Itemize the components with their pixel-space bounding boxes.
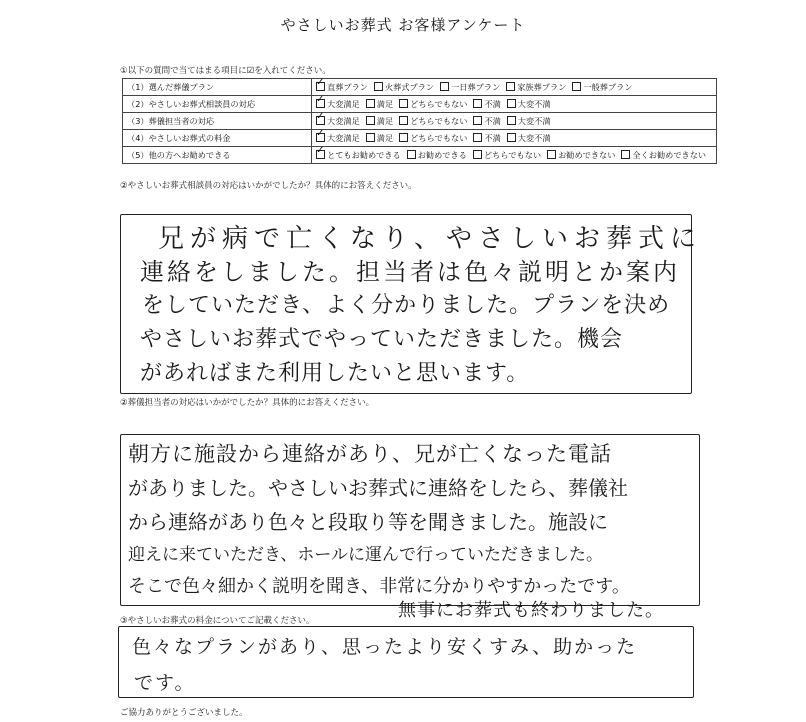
rating-option-label: 不満 — [484, 115, 501, 126]
rating-option-label: 大変満足 — [327, 115, 360, 126]
rating-option[interactable] — [374, 82, 434, 93]
checked-checkbox-icon[interactable] — [316, 150, 325, 159]
handwritten-line: やさしいお葬式でやっていただきました。機会 — [140, 327, 624, 352]
checkbox-icon[interactable] — [506, 82, 515, 91]
rating-option-label: 満足 — [376, 98, 394, 109]
rating-option-label: 火葬式プラン — [384, 81, 435, 92]
handwritten-line: 色々なプランがあり、思ったより安くすみ、助かった — [132, 636, 638, 658]
rating-option[interactable] — [399, 99, 467, 110]
question-consultant: ②やさしいお葬式相談員の対応はいかがでしたか？具体的にお答えください。 — [120, 181, 417, 191]
handwritten-line: 朝方に施設から連絡があり、兄が亡くなった電話 — [128, 442, 612, 466]
rating-option[interactable] — [316, 99, 360, 110]
rating-question: （1）選んだ葬儀プラン — [123, 79, 312, 96]
rating-question: （2）やさしいお葬式相談員の対応 — [123, 96, 312, 113]
handwritten-line: 連絡をしました。担当者は色々説明とか案内 — [140, 258, 680, 286]
rating-row — [123, 147, 717, 164]
rating-option[interactable] — [572, 82, 632, 93]
question-price: ③やさしいお葬式の料金についてご記載ください。 — [120, 616, 315, 626]
rating-option-label: 家族葬プラン — [517, 81, 567, 92]
rating-option-label: 大変不満 — [517, 115, 551, 126]
checked-checkbox-icon[interactable] — [316, 116, 325, 125]
rating-row — [123, 96, 717, 113]
checkbox-icon[interactable] — [366, 133, 375, 142]
rating-table — [122, 78, 717, 164]
rating-row — [123, 113, 717, 130]
rating-option[interactable] — [507, 99, 551, 110]
handwritten-line: をしていただき、よく分かりました。プランを決め — [142, 293, 671, 318]
rating-option[interactable] — [407, 150, 467, 161]
checkbox-icon[interactable] — [399, 116, 408, 125]
rating-option[interactable] — [366, 133, 393, 144]
rating-option-label: 直葬プラン — [327, 81, 368, 92]
rating-option-label: 全くお勧めできない — [632, 149, 707, 160]
rating-question: （5）他の方へお勧めできる — [123, 147, 312, 164]
checkbox-icon[interactable] — [473, 99, 482, 108]
rating-option[interactable] — [399, 116, 467, 127]
rating-option-label: 一日葬プラン — [451, 81, 501, 92]
handwritten-line: から連絡があり色々と段取り等を聞きました。施設に — [128, 510, 608, 534]
checkbox-icon[interactable] — [473, 116, 482, 125]
handwritten-line: がありました。やさしいお葬式に連絡をしたら、葬儀社 — [128, 476, 628, 500]
section1-instruction: ①以下の質問で当てはまる項目に☑を入れてください。 — [120, 66, 331, 76]
rating-option[interactable] — [440, 82, 500, 93]
checkbox-icon[interactable] — [507, 133, 516, 142]
checkbox-icon[interactable] — [407, 150, 416, 159]
rating-options — [312, 130, 717, 147]
rating-option[interactable] — [316, 150, 401, 161]
checked-checkbox-icon[interactable] — [316, 133, 325, 142]
rating-option-label: 不満 — [484, 98, 501, 109]
rating-option[interactable] — [473, 116, 500, 127]
checkbox-icon[interactable] — [507, 99, 516, 108]
checkbox-icon[interactable] — [399, 99, 408, 108]
rating-option-label: どちらでもない — [410, 98, 468, 109]
rating-option-label: 大変不満 — [517, 132, 551, 143]
checkbox-icon[interactable] — [374, 82, 383, 91]
rating-option-label: 大変満足 — [327, 132, 360, 143]
rating-option-label: どちらでもない — [410, 115, 468, 126]
rating-option[interactable] — [316, 82, 368, 93]
checkbox-icon[interactable] — [621, 150, 630, 159]
rating-options — [312, 147, 717, 164]
rating-option-label: 一般葬プラン — [583, 81, 633, 92]
checkbox-icon[interactable] — [547, 150, 556, 159]
rating-option[interactable] — [316, 133, 360, 144]
rating-option[interactable] — [507, 133, 551, 144]
rating-option-label: 不満 — [484, 132, 501, 143]
checkbox-icon[interactable] — [473, 150, 482, 159]
rating-options — [312, 96, 717, 113]
rating-option[interactable] — [399, 133, 467, 144]
rating-options — [312, 113, 717, 130]
handwritten-line: そこで色々細かく説明を聞き、非常に分かりやすかったです。 — [128, 576, 630, 597]
rating-option[interactable] — [506, 82, 566, 93]
rating-option[interactable] — [547, 150, 615, 161]
handwritten-line: です。 — [134, 672, 196, 694]
rating-option-label: お勧めできる — [417, 149, 467, 160]
checkbox-icon[interactable] — [473, 133, 482, 142]
checkbox-icon[interactable] — [572, 82, 581, 91]
rating-option[interactable] — [473, 99, 500, 110]
rating-option[interactable] — [316, 116, 360, 127]
thank-you-note: ご協力ありがとうございました。 — [120, 708, 248, 718]
rating-question: （3）葬儀担当者の対応 — [123, 113, 312, 130]
handwritten-line: 迎えに来ていただき、ホールに運んで行っていただきました。 — [128, 545, 603, 565]
rating-row — [123, 130, 717, 147]
rating-option-label: お勧めできない — [558, 149, 616, 160]
checkbox-icon[interactable] — [366, 116, 375, 125]
handwritten-line: があればまた利用したいと思います。 — [140, 361, 530, 386]
rating-options — [312, 79, 717, 96]
rating-option[interactable] — [366, 99, 393, 110]
checkbox-icon[interactable] — [399, 133, 408, 142]
checkbox-icon[interactable] — [366, 99, 375, 108]
rating-option-label: 大変満足 — [327, 98, 360, 109]
rating-option-label: 満足 — [376, 115, 394, 126]
rating-option-label: とてもお勧めできる — [327, 149, 401, 160]
handwritten-line: 兄が病で亡くなり、やさしいお葬式に — [158, 224, 703, 254]
checked-checkbox-icon[interactable] — [316, 82, 325, 91]
rating-question: （4）やさしいお葬式の料金 — [123, 130, 312, 147]
checkbox-icon[interactable] — [507, 116, 516, 125]
rating-option[interactable] — [621, 150, 706, 161]
question-funeral-staff: ②葬儀担当者の対応はいかがでしたか？具体的にお答えください。 — [120, 398, 375, 408]
rating-option[interactable] — [507, 116, 551, 127]
rating-option-label: どちらでもない — [483, 149, 542, 160]
rating-option[interactable] — [473, 133, 500, 144]
rating-option[interactable] — [473, 150, 541, 161]
rating-option-label: どちらでもない — [410, 132, 468, 143]
rating-option-label: 満足 — [376, 132, 394, 143]
survey-title: やさしいお葬式 お客様アンケート — [280, 16, 526, 34]
checkbox-icon[interactable] — [440, 82, 449, 91]
rating-option-label: 大変不満 — [517, 98, 551, 109]
rating-row — [123, 79, 717, 96]
checked-checkbox-icon[interactable] — [316, 99, 325, 108]
handwritten-line: 無事にお葬式も終わりました。 — [398, 600, 664, 621]
rating-option[interactable] — [366, 116, 393, 127]
